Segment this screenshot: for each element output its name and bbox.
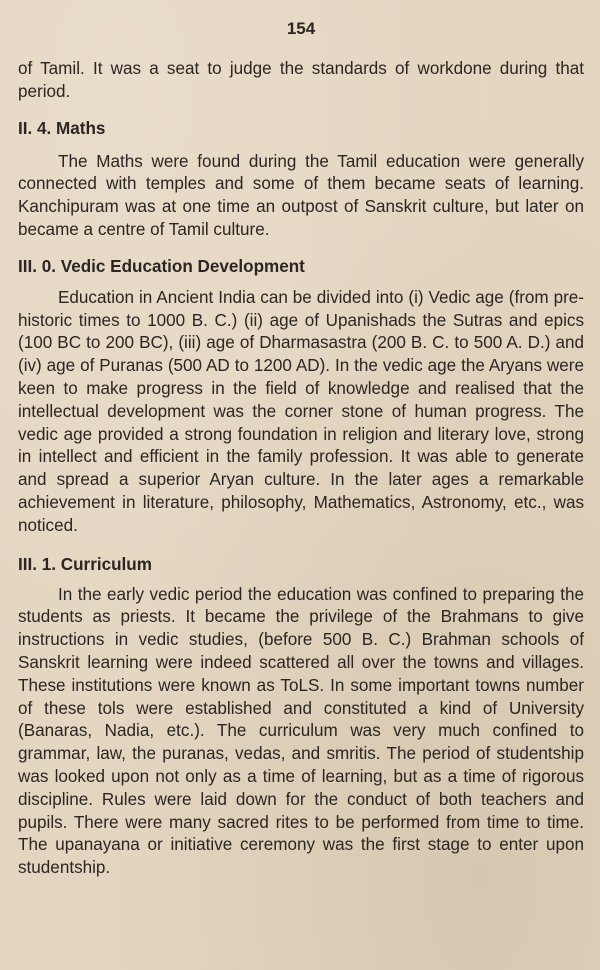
maths-paragraph: The Maths were found during the Tamil education were generally connected with temples and some of them became seats of learning. Kanchipuram was at one time an outpost of Sanskrit culture, but later on became a centre of Tamil culture. (18, 151, 584, 239)
intro-paragraph: of Tamil. It was a seat to judge the standards of workdone during that period. (18, 59, 584, 101)
vedic-education-paragraph: Education in Ancient India can be divided into (i) Vedic age (from pre-historic times to 1000 B. C.) (ii) age of Upanishads the Sutras and epics (100 BC to 200 BC), (iii) age of Dharmasastra (200 B. C. to 500 A. D.) and (iv) age of Puranas (500 AD to 1200 AD). In the vedic age the Aryans were keen to make progress in the field of knowledge and realised that the intellectual development was the corner stone of human progress. The vedic age provided a strong foundation in religion and literary love, strong in intellect and efficient in the family profession. It was able to generate and spread a superior Aryan culture. In the later ages a remarkable achievement in literature, philosophy, Mathematics, Astronomy, etc., was noticed. (18, 287, 584, 535)
curriculum-paragraph: In the early vedic period the education was confined to preparing the students as priests. It became the privilege of the Brahmans to give instructions in vedic studies, (before 500 B. C.) Brahman schools of Sanskrit learning were indeed scattered all over the towns and villages. These institutions were known as ToLS. In some important towns number of these tols were established and constituted a kind of University (Banaras, Nadia, etc.). The curriculum was very much confined to grammar, law, the puranas, vedas, and smritis. The period of studentship was looked upon not only as a time of learning, but as a time of rigorous discipline. Rules were laid down for the conduct of both teachers and pupils. There were many sacred rites to be performed from time to time. The upanayana or initiative ceremony was the first stage to enter upon studentship. (18, 584, 584, 878)
heading-vedic-education: III. 0. Vedic Education Development (18, 256, 305, 276)
heading-maths: II. 4. Maths (18, 118, 106, 138)
page-number: 154 (286, 19, 316, 38)
heading-curriculum: III. 1. Curriculum (18, 554, 152, 574)
